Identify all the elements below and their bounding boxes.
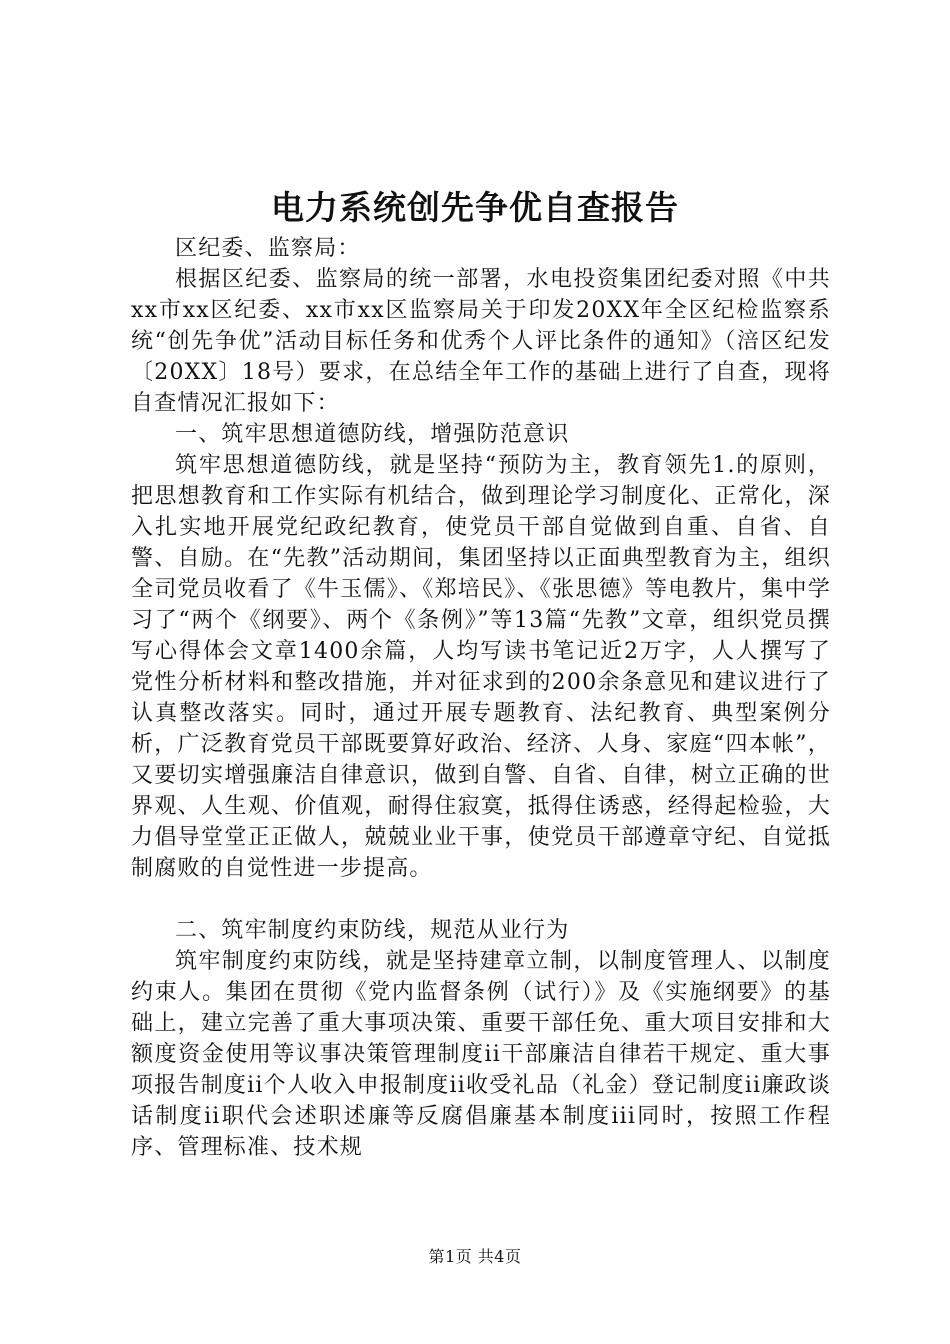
paragraph-section-2: 筑牢制度约束防线，就是坚持建章立制，以制度管理人、以制度约束人。集团在贯彻《党内监督条例（试行）》及《实施纲要》的基础上，建立完善了重大事项决策、重要干部任免、重大项目安排和大额度资金使用等议事决策管理制度ii干部廉洁自律若干规定、重大事项报告制度ii个人收入申报制度ii收受礼品（礼金）登记制度ii廉政谈话制度ii职代会述职述廉等反腐倡廉基本制度iii同时，按照工作程序、管理标准、技术规: [131, 949, 831, 1160]
paragraph-section-1: 筑牢思想道德防线，就是坚持“预防为主，教育领先1.的原则，把思想教育和工作实际有机结合，做到理论学习制度化、正常化，深入扎实地开展党纪政纪教育，使党员干部自觉做到自重、自省、自警、自励。在“先教”活动期间，集团坚持以正面典型教育为主，组织全司党员收看了《牛玉儒》、《郑培民》、《张思德》等电教片，集中学习了“两个《纲要》、两个《条例》”等13篇“先教”文章，组织党员撰写心得体会文章1400余篇，人均写读书笔记近2万字，人人撰写了党性分析材料和整改措施，并对征求到的200余条意见和建议进行了认真整改落实。同时，通过开展专题教育、法纪教育、典型案例分析，广泛教育党员干部既要算好政治、经济、人身、家庭“四本帐”，又要切实增强廉洁自律意识，做到自警、自省、自律，树立正确的世界观、人生观、价值观，耐得住寂寞，抵得住诱惑，经得起检验，大力倡导堂堂正正做人，兢兢业业干事，使党员干部遵章守纪、自觉抵制腐败的自觉性进一步提高。: [131, 453, 831, 881]
paragraph-intro: 根据区纪委、监察局的统一部署，水电投资集团纪委对照《中共xx市xx区纪委、xx市xx区监察局关于印发20XX年全区纪检监察系统“创先争优”活动目标任务和优秀个人评比条件的通知》（涪区纪发〔20XX〕18号）要求，在总结全年工作的基础上进行了自查，现将自查情况汇报如下：: [131, 267, 831, 416]
section-heading-2: 二、筑牢制度约束防线，规范从业行为: [175, 918, 570, 943]
page-footer: 第1页 共4页: [428, 1247, 522, 1266]
salutation: 区纪委、监察局：: [175, 236, 361, 261]
section-heading-1: 一、筑牢思想道德防线，增强防范意识: [175, 422, 570, 447]
document-title: 电力系统创先争优自查报告: [271, 188, 679, 227]
document-body: [131, 233, 831, 1163]
